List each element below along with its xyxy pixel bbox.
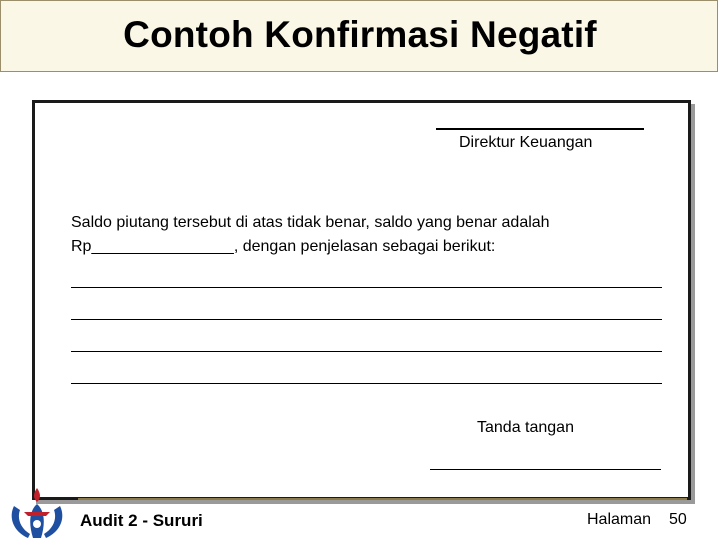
signature-line (430, 469, 661, 470)
director-signature-line (436, 128, 644, 130)
signature-label: Tanda tangan (477, 419, 574, 436)
university-logo-icon (6, 484, 68, 540)
footer-pagination (587, 511, 687, 529)
box-shadow-bottom (36, 500, 695, 504)
footer-rule (78, 498, 687, 500)
explanation-blank-line-4 (71, 383, 662, 384)
statement-line-1: Saldo piutang tersebut di atas tidak benar, saldo yang benar adalah (71, 214, 550, 231)
page-number: 50 (669, 511, 687, 528)
statement-line-2: Rp________________, dengan penjelasan sebagai berikut: (71, 238, 496, 255)
confirmation-letter-box (32, 100, 691, 500)
explanation-blank-line-3 (71, 351, 662, 352)
explanation-blank-line-2 (71, 319, 662, 320)
footer-course: Audit 2 - Sururi (80, 511, 203, 530)
page-label: Halaman (587, 511, 652, 528)
slide-title: Contoh Konfirmasi Negatif (123, 14, 597, 55)
explanation-blank-line-1 (71, 287, 662, 288)
box-shadow-right (691, 104, 695, 504)
signatory-title: Direktur Keuangan (459, 134, 593, 151)
